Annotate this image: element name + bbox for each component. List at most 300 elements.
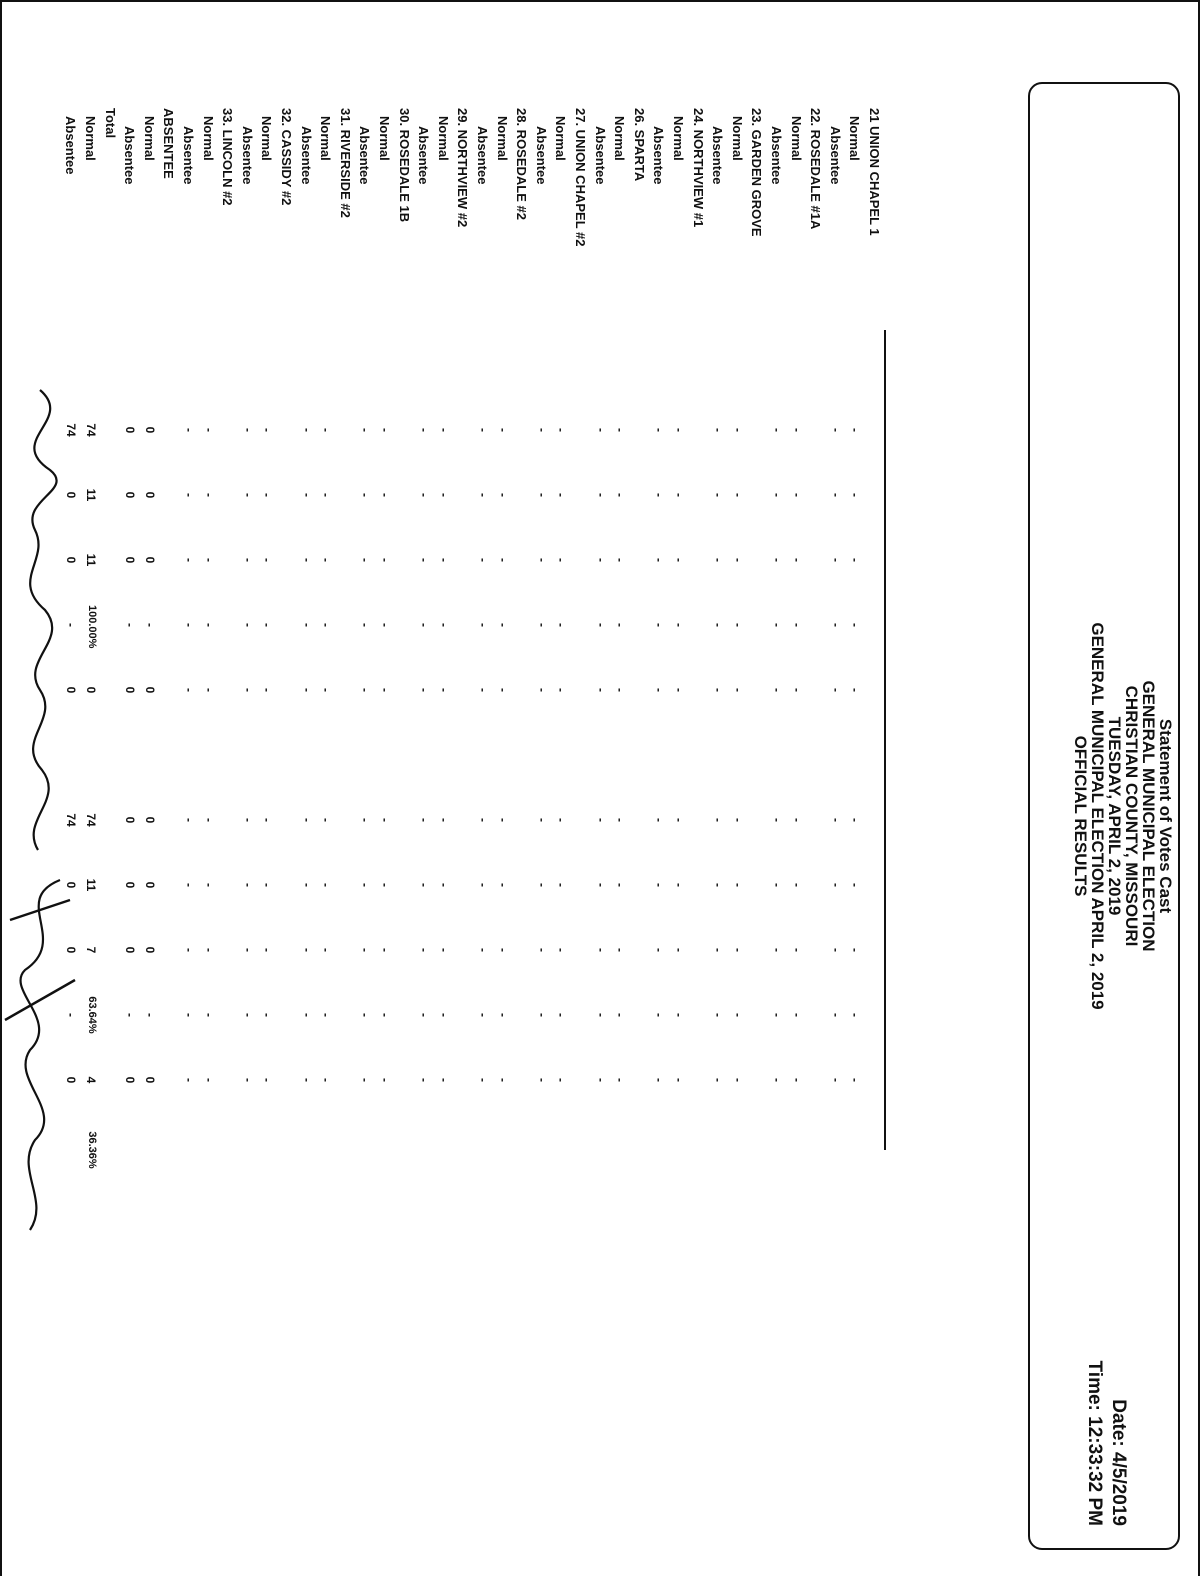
vote-cell: - xyxy=(240,493,255,497)
vote-cell: - xyxy=(652,688,667,692)
vote-cell: - xyxy=(593,1013,608,1017)
vote-cell: 4 xyxy=(84,1076,98,1084)
vote-cell: - xyxy=(848,623,863,627)
vote-cell: - xyxy=(593,623,608,627)
vote-cell: - xyxy=(848,818,863,822)
row-label: Absentee xyxy=(533,126,549,185)
vote-cell: - xyxy=(201,1078,216,1082)
vote-cell: - xyxy=(593,493,608,497)
row-label: 27. UNION CHAPEL #2 xyxy=(573,108,588,247)
vote-cell: - xyxy=(476,493,490,497)
vote-cell: - xyxy=(240,948,255,952)
vote-cell: - xyxy=(436,818,451,822)
vote-cell: - xyxy=(534,428,549,432)
vote-cell: 74 xyxy=(64,813,79,827)
vote-cell: - xyxy=(319,428,334,432)
vote-cell: - xyxy=(495,818,510,822)
vote-cell: - xyxy=(848,493,863,497)
row-label: Absentee xyxy=(592,126,608,185)
vote-cell: - xyxy=(711,1078,726,1082)
vote-cell: - xyxy=(554,688,569,692)
row-label: Absentee xyxy=(475,126,490,185)
row-label: Normal xyxy=(318,116,334,161)
vote-cell: - xyxy=(770,1013,784,1017)
vote-cell: - xyxy=(730,1078,745,1082)
vote-cell: - xyxy=(789,493,804,497)
vote-cell: 0 xyxy=(142,491,157,499)
vote-cell: - xyxy=(770,558,784,562)
vote-cell: - xyxy=(848,883,863,887)
vote-cell: - xyxy=(672,948,686,952)
vote-cell: - xyxy=(672,688,686,692)
row-label: Absentee xyxy=(239,126,255,185)
row-label: Absentee xyxy=(710,126,726,185)
vote-cell: - xyxy=(436,1078,451,1082)
vote-cell: - xyxy=(495,1013,510,1017)
row-label: Absentee xyxy=(63,116,79,175)
row-label: Normal xyxy=(259,116,275,161)
vote-cell: - xyxy=(789,818,804,822)
vote-cell: - xyxy=(201,428,216,432)
vote-cell: - xyxy=(613,688,628,692)
vote-cell: - xyxy=(240,818,255,822)
vote-cell: - xyxy=(436,1013,451,1017)
vote-cell: - xyxy=(554,948,569,952)
vote-cell: 0 xyxy=(123,556,138,564)
row-label: Normal xyxy=(729,116,745,161)
vote-cell: - xyxy=(730,493,745,497)
row-label: Absentee xyxy=(769,126,784,185)
vote-cell: - xyxy=(260,948,275,952)
vote-cell: - xyxy=(476,623,490,627)
vote-cell: - xyxy=(495,558,510,562)
vote-cell: 0 xyxy=(142,946,157,954)
vote-cell: 74 xyxy=(84,423,98,437)
vote-cell: 0 xyxy=(142,556,157,564)
vote-cell: - xyxy=(378,688,392,692)
vote-cell: - xyxy=(848,558,863,562)
vote-cell: - xyxy=(417,493,432,497)
row-label: 32. CASSIDY #2 xyxy=(279,108,294,206)
row-label: 21 UNION CHAPEL 1 xyxy=(867,108,882,236)
vote-cell: - xyxy=(358,688,373,692)
vote-cell: 0 xyxy=(123,816,138,824)
vote-cell: - xyxy=(534,558,549,562)
vote-cell: - xyxy=(436,883,451,887)
vote-cell: - xyxy=(652,428,667,432)
vote-cell: - xyxy=(672,623,686,627)
vote-cell: - xyxy=(848,688,863,692)
vote-cell: - xyxy=(182,818,196,822)
vote-cell: - xyxy=(358,428,373,432)
vote-cell: - xyxy=(417,1013,432,1017)
vote-cell: - xyxy=(201,493,216,497)
vote-cell: - xyxy=(789,1078,804,1082)
vote-cell: - xyxy=(436,623,451,627)
vote-cell: - xyxy=(770,1078,784,1082)
vote-cell: - xyxy=(299,1013,314,1017)
vote-cell: 0 xyxy=(142,426,157,434)
row-label: Total xyxy=(102,108,118,139)
vote-cell: - xyxy=(848,1013,863,1017)
vote-cell: - xyxy=(182,948,196,952)
vote-cell: - xyxy=(554,1013,569,1017)
report-title-line: GENERAL MUNICIPAL ELECTION xyxy=(1139,680,1158,952)
vote-cell: - xyxy=(789,688,804,692)
row-label: Normal xyxy=(377,116,392,161)
vote-cell: - xyxy=(260,428,275,432)
vote-cell: - xyxy=(711,558,726,562)
row-label: Normal xyxy=(200,116,216,161)
row-label: 24. NORTHVIEW #1 xyxy=(690,108,706,228)
vote-cell: - xyxy=(123,1013,138,1017)
vote-cell: - xyxy=(554,493,569,497)
vote-cell: - xyxy=(613,883,628,887)
vote-cell: - xyxy=(201,948,216,952)
vote-cell: 11 xyxy=(84,553,98,567)
vote-cell: 0 xyxy=(64,686,79,694)
report-header-box xyxy=(1028,82,1180,1550)
vote-cell: - xyxy=(476,688,490,692)
vote-cell: - xyxy=(789,883,804,887)
vote-cell: - xyxy=(240,883,255,887)
vote-cell: - xyxy=(730,883,745,887)
vote-cell: - xyxy=(64,623,79,627)
vote-cell: - xyxy=(789,428,804,432)
vote-cell: 0 xyxy=(123,881,138,889)
vote-cell: 74 xyxy=(84,813,98,827)
vote-cell: - xyxy=(770,948,784,952)
vote-cell: - xyxy=(730,688,745,692)
vote-cell: - xyxy=(613,558,628,562)
vote-cell: 0 xyxy=(123,946,138,954)
vote-cell: - xyxy=(182,493,196,497)
vote-cell: - xyxy=(495,883,510,887)
vote-cell: - xyxy=(711,1013,726,1017)
vote-cell: - xyxy=(299,688,314,692)
vote-cell: - xyxy=(495,1078,510,1082)
vote-cell: - xyxy=(358,1013,373,1017)
vote-cell: - xyxy=(319,1078,334,1082)
vote-cell: 0 xyxy=(142,686,157,694)
vote-cell: - xyxy=(417,883,432,887)
vote-cell: - xyxy=(534,1013,549,1017)
vote-cell: - xyxy=(378,1078,392,1082)
vote-cell: - xyxy=(436,948,451,952)
vote-cell: - xyxy=(417,623,432,627)
vote-cell: - xyxy=(378,428,392,432)
vote-cell: - xyxy=(652,493,667,497)
vote-cell: - xyxy=(182,1078,196,1082)
vote-cell: - xyxy=(182,623,196,627)
vote-cell: - xyxy=(613,623,628,627)
vote-cell: - xyxy=(142,623,157,627)
vote-cell: - xyxy=(652,1078,667,1082)
vote-cell: - xyxy=(828,623,843,627)
vote-cell: 0 xyxy=(142,816,157,824)
vote-cell: - xyxy=(711,493,726,497)
vote-cell: 0 xyxy=(64,946,79,954)
row-label: 33. LINCOLN #2 xyxy=(220,108,236,206)
vote-cell: - xyxy=(828,818,843,822)
vote-cell: 0 xyxy=(142,1076,157,1084)
vote-cell: - xyxy=(476,1078,490,1082)
report-title-line: TUESDAY, APRIL 2, 2019 xyxy=(1105,716,1124,916)
row-label: Normal xyxy=(788,116,804,161)
vote-cell: - xyxy=(770,428,784,432)
vote-cell: - xyxy=(593,688,608,692)
vote-cell: - xyxy=(730,428,745,432)
row-label: Absentee xyxy=(416,126,432,185)
vote-cell: - xyxy=(417,948,432,952)
vote-cell: 36.36% xyxy=(86,1131,98,1169)
row-label: Normal xyxy=(671,116,686,161)
vote-cell: - xyxy=(476,883,490,887)
vote-cell: - xyxy=(319,623,334,627)
vote-cell: - xyxy=(672,1078,686,1082)
vote-cell: - xyxy=(417,818,432,822)
vote-cell: - xyxy=(730,948,745,952)
vote-cell: - xyxy=(299,948,314,952)
vote-cell: - xyxy=(613,1013,628,1017)
vote-cell: - xyxy=(613,493,628,497)
vote-cell: - xyxy=(554,428,569,432)
vote-cell: - xyxy=(789,1013,804,1017)
vote-cell: - xyxy=(319,688,334,692)
vote-cell: - xyxy=(260,1013,275,1017)
vote-cell: - xyxy=(711,883,726,887)
vote-cell: - xyxy=(554,623,569,627)
vote-cell: - xyxy=(828,1078,843,1082)
vote-cell: 0 xyxy=(64,881,79,889)
report-title-line: OFFICIAL RESULTS xyxy=(1071,735,1090,897)
vote-cell: - xyxy=(672,818,686,822)
vote-cell: 100.00% xyxy=(86,605,98,649)
vote-cell: 0 xyxy=(64,556,79,564)
vote-cell: - xyxy=(652,1013,667,1017)
vote-cell: - xyxy=(828,688,843,692)
vote-cell: - xyxy=(730,623,745,627)
vote-cell: - xyxy=(476,1013,490,1017)
vote-cell: - xyxy=(711,688,726,692)
vote-cell: - xyxy=(436,558,451,562)
vote-cell: 63.64% xyxy=(86,996,98,1034)
vote-cell: - xyxy=(476,948,490,952)
vote-cell: - xyxy=(711,948,726,952)
vote-cell: - xyxy=(828,493,843,497)
vote-cell: - xyxy=(770,493,784,497)
row-label: Absentee xyxy=(298,126,314,185)
group2-rule xyxy=(885,760,887,1150)
report-date-time xyxy=(1082,1361,1130,1526)
vote-cell: - xyxy=(495,428,510,432)
row-label: Absentee xyxy=(357,126,373,185)
vote-cell: - xyxy=(828,883,843,887)
vote-cell: - xyxy=(495,948,510,952)
vote-cell: 0 xyxy=(123,1076,138,1084)
vote-cell: - xyxy=(436,493,451,497)
vote-cell: - xyxy=(652,883,667,887)
vote-cell: - xyxy=(240,558,255,562)
vote-cell: - xyxy=(613,818,628,822)
vote-cell: - xyxy=(417,558,432,562)
vote-cell: - xyxy=(319,493,334,497)
report-date: Date: 4/5/2019 xyxy=(1108,1399,1129,1526)
vote-cell: - xyxy=(299,818,314,822)
vote-cell: 74 xyxy=(64,423,79,437)
vote-cell: - xyxy=(319,818,334,822)
vote-cell: - xyxy=(123,623,138,627)
vote-cell: 0 xyxy=(123,426,138,434)
vote-cell: - xyxy=(358,818,373,822)
vote-cell: - xyxy=(613,948,628,952)
vote-cell: - xyxy=(711,623,726,627)
vote-cell: - xyxy=(770,623,784,627)
vote-cell: - xyxy=(534,948,549,952)
vote-cell: - xyxy=(240,688,255,692)
vote-cell: - xyxy=(358,558,373,562)
vote-cell: - xyxy=(770,688,784,692)
vote-cell: - xyxy=(789,948,804,952)
row-label: Absentee xyxy=(181,126,196,185)
vote-cell: - xyxy=(260,688,275,692)
row-label: Normal xyxy=(83,116,98,161)
vote-cell: - xyxy=(299,623,314,627)
vote-cell: - xyxy=(260,818,275,822)
vote-cell: - xyxy=(476,428,490,432)
vote-cell: 11 xyxy=(84,878,98,892)
row-label: Normal xyxy=(612,116,628,161)
vote-cell: - xyxy=(828,1013,843,1017)
vote-cell: - xyxy=(260,883,275,887)
vote-cell: - xyxy=(593,558,608,562)
vote-cell: - xyxy=(652,623,667,627)
vote-cell: - xyxy=(64,1013,79,1017)
vote-cell: - xyxy=(182,688,196,692)
vote-cell: - xyxy=(182,428,196,432)
report-time: Time: 12:33:32 PM xyxy=(1084,1360,1105,1526)
vote-cell: 0 xyxy=(64,491,79,499)
vote-cell: - xyxy=(672,558,686,562)
vote-cell: - xyxy=(201,818,216,822)
vote-cell: - xyxy=(299,428,314,432)
row-label: Absentee xyxy=(827,126,843,185)
vote-cell: - xyxy=(828,558,843,562)
vote-cell: - xyxy=(554,818,569,822)
report-title-line: GENERAL MUNICIPAL ELECTION APRIL 2, 2019 xyxy=(1088,622,1107,1010)
vote-cell: - xyxy=(652,558,667,562)
row-label: Absentee xyxy=(122,126,138,185)
vote-cell: - xyxy=(534,1078,549,1082)
vote-cell: - xyxy=(182,558,196,562)
vote-cell: - xyxy=(711,818,726,822)
vote-cell: - xyxy=(789,623,804,627)
vote-cell: - xyxy=(299,558,314,562)
row-label: Normal xyxy=(553,116,569,161)
vote-cell: - xyxy=(358,493,373,497)
vote-cell: - xyxy=(378,623,392,627)
vote-cell: - xyxy=(828,428,843,432)
vote-cell: - xyxy=(417,1078,432,1082)
vote-cell: - xyxy=(378,818,392,822)
vote-cell: - xyxy=(319,558,334,562)
vote-cell: - xyxy=(260,1078,275,1082)
row-label: Normal xyxy=(141,116,157,161)
vote-cell: 0 xyxy=(84,686,98,694)
vote-cell: - xyxy=(554,558,569,562)
vote-cell: - xyxy=(201,558,216,562)
vote-cell: - xyxy=(476,558,490,562)
vote-cell: - xyxy=(495,688,510,692)
vote-cell: - xyxy=(554,883,569,887)
vote-cell: - xyxy=(240,428,255,432)
vote-cell: - xyxy=(593,883,608,887)
row-label: 22. ROSEDALE #1A xyxy=(808,108,824,230)
vote-cell: - xyxy=(436,428,451,432)
vote-cell: - xyxy=(358,623,373,627)
vote-cell: - xyxy=(436,688,451,692)
report-title-line: Statement of Votes Cast xyxy=(1156,718,1175,914)
vote-cell: - xyxy=(534,688,549,692)
vote-cell: - xyxy=(711,428,726,432)
vote-cell: - xyxy=(672,428,686,432)
vote-cell: - xyxy=(593,1078,608,1082)
row-label: ABSENTEE xyxy=(161,108,177,179)
vote-cell: - xyxy=(358,1078,373,1082)
report-title-block xyxy=(1072,84,1174,1548)
vote-cell: - xyxy=(358,883,373,887)
vote-cell: - xyxy=(260,623,275,627)
row-label: Normal xyxy=(435,116,451,161)
vote-cell: - xyxy=(495,493,510,497)
vote-cell: - xyxy=(378,883,392,887)
vote-cell: - xyxy=(260,493,275,497)
vote-cell: - xyxy=(201,688,216,692)
vote-cell: - xyxy=(201,623,216,627)
vote-cell: - xyxy=(672,493,686,497)
vote-cell: - xyxy=(182,1013,196,1017)
row-label: Normal xyxy=(847,116,863,161)
vote-cell: - xyxy=(730,558,745,562)
row-label: 29. NORTHVIEW #2 xyxy=(455,108,471,228)
vote-cell: - xyxy=(652,948,667,952)
vote-cell: - xyxy=(240,1078,255,1082)
vote-cell: - xyxy=(378,558,392,562)
vote-cell: - xyxy=(730,1013,745,1017)
vote-cell: - xyxy=(495,623,510,627)
vote-cell: 0 xyxy=(123,491,138,499)
row-label: 26. SPARTA xyxy=(631,108,647,182)
vote-cell: - xyxy=(593,948,608,952)
vote-cell: - xyxy=(593,818,608,822)
vote-cell: - xyxy=(554,1078,569,1082)
vote-cell: - xyxy=(240,1013,255,1017)
vote-cell: - xyxy=(201,883,216,887)
vote-cell: - xyxy=(848,948,863,952)
vote-cell: - xyxy=(417,688,432,692)
vote-cell: - xyxy=(319,883,334,887)
vote-cell: - xyxy=(848,428,863,432)
vote-cell: - xyxy=(770,818,784,822)
vote-cell: - xyxy=(299,883,314,887)
vote-cell: - xyxy=(182,883,196,887)
vote-cell: - xyxy=(240,623,255,627)
vote-cell: - xyxy=(672,883,686,887)
vote-cell: - xyxy=(319,1013,334,1017)
row-label: Normal xyxy=(494,116,510,161)
vote-cell: - xyxy=(358,948,373,952)
vote-cell: - xyxy=(378,948,392,952)
